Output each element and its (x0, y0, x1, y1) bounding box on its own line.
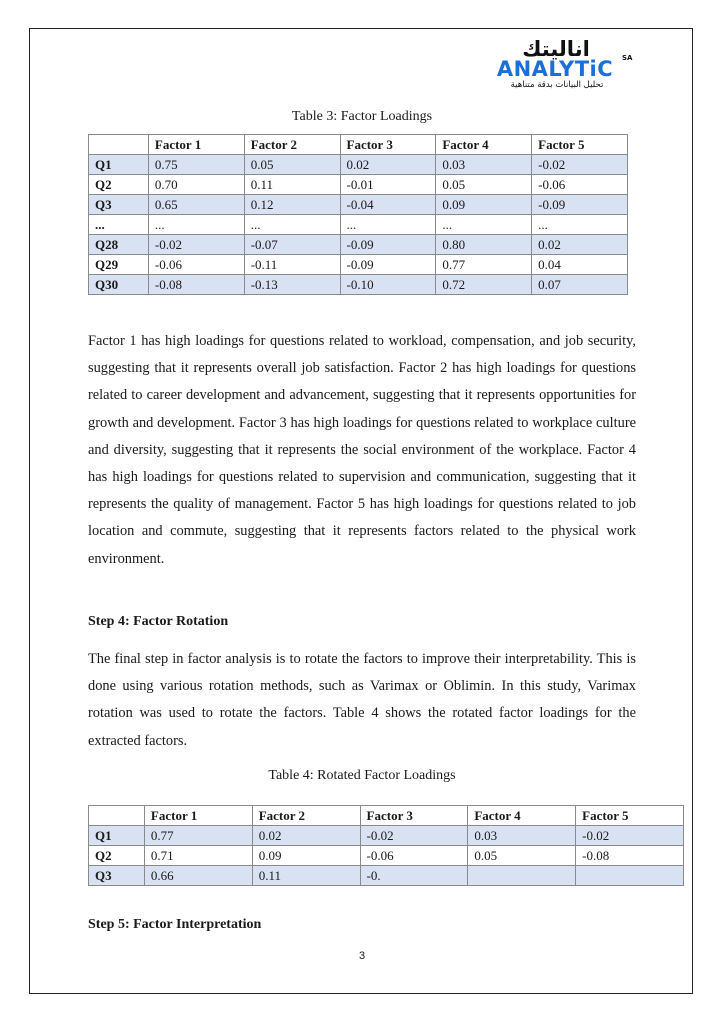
row-label: Q2 (89, 846, 145, 866)
table-cell: 0.09 (436, 195, 532, 215)
logo-suffix: SA (622, 54, 633, 62)
table-cell: 0.02 (252, 826, 360, 846)
table-cell: 0.02 (340, 155, 436, 175)
table-cell: ... (436, 215, 532, 235)
table-cell: 0.65 (148, 195, 244, 215)
logo-english-name: ANALYTiC (496, 57, 614, 81)
table-cell: 0.07 (532, 275, 628, 295)
analytic-logo (488, 38, 638, 94)
table-cell: 0.80 (436, 235, 532, 255)
table-cell (576, 866, 684, 886)
table-row (89, 195, 628, 215)
table-row (89, 155, 628, 175)
table-cell: -0.04 (340, 195, 436, 215)
table-cell: 0.75 (148, 155, 244, 175)
table-cell: 0.11 (252, 866, 360, 886)
table-cell: -0.02 (576, 826, 684, 846)
table-cell: 0.77 (144, 826, 252, 846)
table-cell: ... (340, 215, 436, 235)
table-cell: 0.05 (436, 175, 532, 195)
table-cell: 0.72 (436, 275, 532, 295)
table-cell: 0.09 (252, 846, 360, 866)
table-cell: -0.01 (340, 175, 436, 195)
table-cell: 0.04 (532, 255, 628, 275)
row-label: Q28 (89, 235, 149, 255)
logo-arabic-tagline: تحليل البيانات بدقة متناهية (510, 80, 604, 90)
table-cell: -0.13 (244, 275, 340, 295)
factor-description-paragraph: Factor 1 has high loadings for questions related to workload, compensation, and job security, suggesting that it represents overall job satisfaction. Factor 2 has high loadings for questions related to career development and advancement, suggesting that it represents opportunities for growth and development. Factor 3 has high loadings for questions related to workplace culture and diversity, suggesting that it represents the social environment of the workplace. Factor 4 has high loadings for questions related to supervision and communication, suggesting that it represents the quality of management. Factor 5 has high loadings for questions related to job location and commute, suggesting that it represents factors related to the physical work environment. (88, 333, 636, 567)
table-row (89, 175, 628, 195)
table-header-cell: Factor 4 (468, 806, 576, 826)
table-cell: 0.03 (468, 826, 576, 846)
table-cell: 0.02 (532, 235, 628, 255)
table-header-row (89, 135, 628, 155)
table3-caption: Table 3: Factor Loadings (291, 109, 433, 124)
factor-loadings-table (88, 134, 628, 295)
table-header-cell: Factor 5 (532, 135, 628, 155)
row-label: Q3 (89, 195, 149, 215)
rotated-factor-loadings-table (88, 805, 684, 886)
table-header-cell: Factor 2 (244, 135, 340, 155)
table-cell: -0.09 (340, 235, 436, 255)
table-header-cell (89, 806, 145, 826)
table-header-row (89, 806, 684, 826)
table-header-cell: Factor 1 (148, 135, 244, 155)
table-header-cell: Factor 5 (576, 806, 684, 826)
table-header-cell: Factor 2 (252, 806, 360, 826)
table-cell: 0.12 (244, 195, 340, 215)
table-cell: -0.06 (148, 255, 244, 275)
table-cell: -0.08 (148, 275, 244, 295)
step4-paragraph: The final step in factor analysis is to rotate the factors to improve their interpretability. This is done using various rotation methods, such as Varimax or Oblimin. In this study, Varimax rotation was used to rotate the factors. Table 4 shows the rotated factor loadings for the extracted factors. (88, 651, 636, 749)
row-label: Q30 (89, 275, 149, 295)
table-cell (468, 866, 576, 886)
table-cell: -0.06 (532, 175, 628, 195)
table-row (89, 846, 684, 866)
row-label: Q3 (89, 866, 145, 886)
table-cell: ... (532, 215, 628, 235)
table-row (89, 235, 628, 255)
table-cell: 0.05 (468, 846, 576, 866)
logo-arabic-name: انالیتك (522, 37, 590, 61)
table-cell: 0.66 (144, 866, 252, 886)
table-cell: 0.05 (244, 155, 340, 175)
table4-caption: Table 4: Rotated Factor Loadings (268, 768, 456, 783)
step5-heading: Step 5: Factor Interpretation (88, 917, 262, 932)
table-cell: -0.02 (532, 155, 628, 175)
table-row (89, 275, 628, 295)
table-row (89, 255, 628, 275)
table-cell: ... (244, 215, 340, 235)
table-cell: 0.11 (244, 175, 340, 195)
table-header-cell: Factor 4 (436, 135, 532, 155)
table-row (89, 826, 684, 846)
row-label: Q2 (89, 175, 149, 195)
table-header-cell: Factor 1 (144, 806, 252, 826)
table-cell: -0.08 (576, 846, 684, 866)
table-cell: -0.02 (360, 826, 468, 846)
table-cell: -0.02 (148, 235, 244, 255)
table-cell: 0.03 (436, 155, 532, 175)
step4-heading: Step 4: Factor Rotation (88, 614, 229, 629)
table-cell: -0.09 (340, 255, 436, 275)
table-header-cell (89, 135, 149, 155)
table-cell: -0.07 (244, 235, 340, 255)
table-cell: ... (148, 215, 244, 235)
table-cell: -0. (360, 866, 468, 886)
row-label: Q29 (89, 255, 149, 275)
table-header-cell: Factor 3 (340, 135, 436, 155)
table-cell: -0.10 (340, 275, 436, 295)
table-cell: 0.77 (436, 255, 532, 275)
table-row (89, 866, 684, 886)
row-label: Q1 (89, 155, 149, 175)
row-label: ... (89, 215, 149, 235)
table-cell: -0.11 (244, 255, 340, 275)
row-label: Q1 (89, 826, 145, 846)
table-row (89, 215, 628, 235)
table-cell: 0.71 (144, 846, 252, 866)
table-cell: -0.09 (532, 195, 628, 215)
table-cell: -0.06 (360, 846, 468, 866)
table-header-cell: Factor 3 (360, 806, 468, 826)
table-cell: 0.70 (148, 175, 244, 195)
page-number: 3 (358, 950, 366, 962)
